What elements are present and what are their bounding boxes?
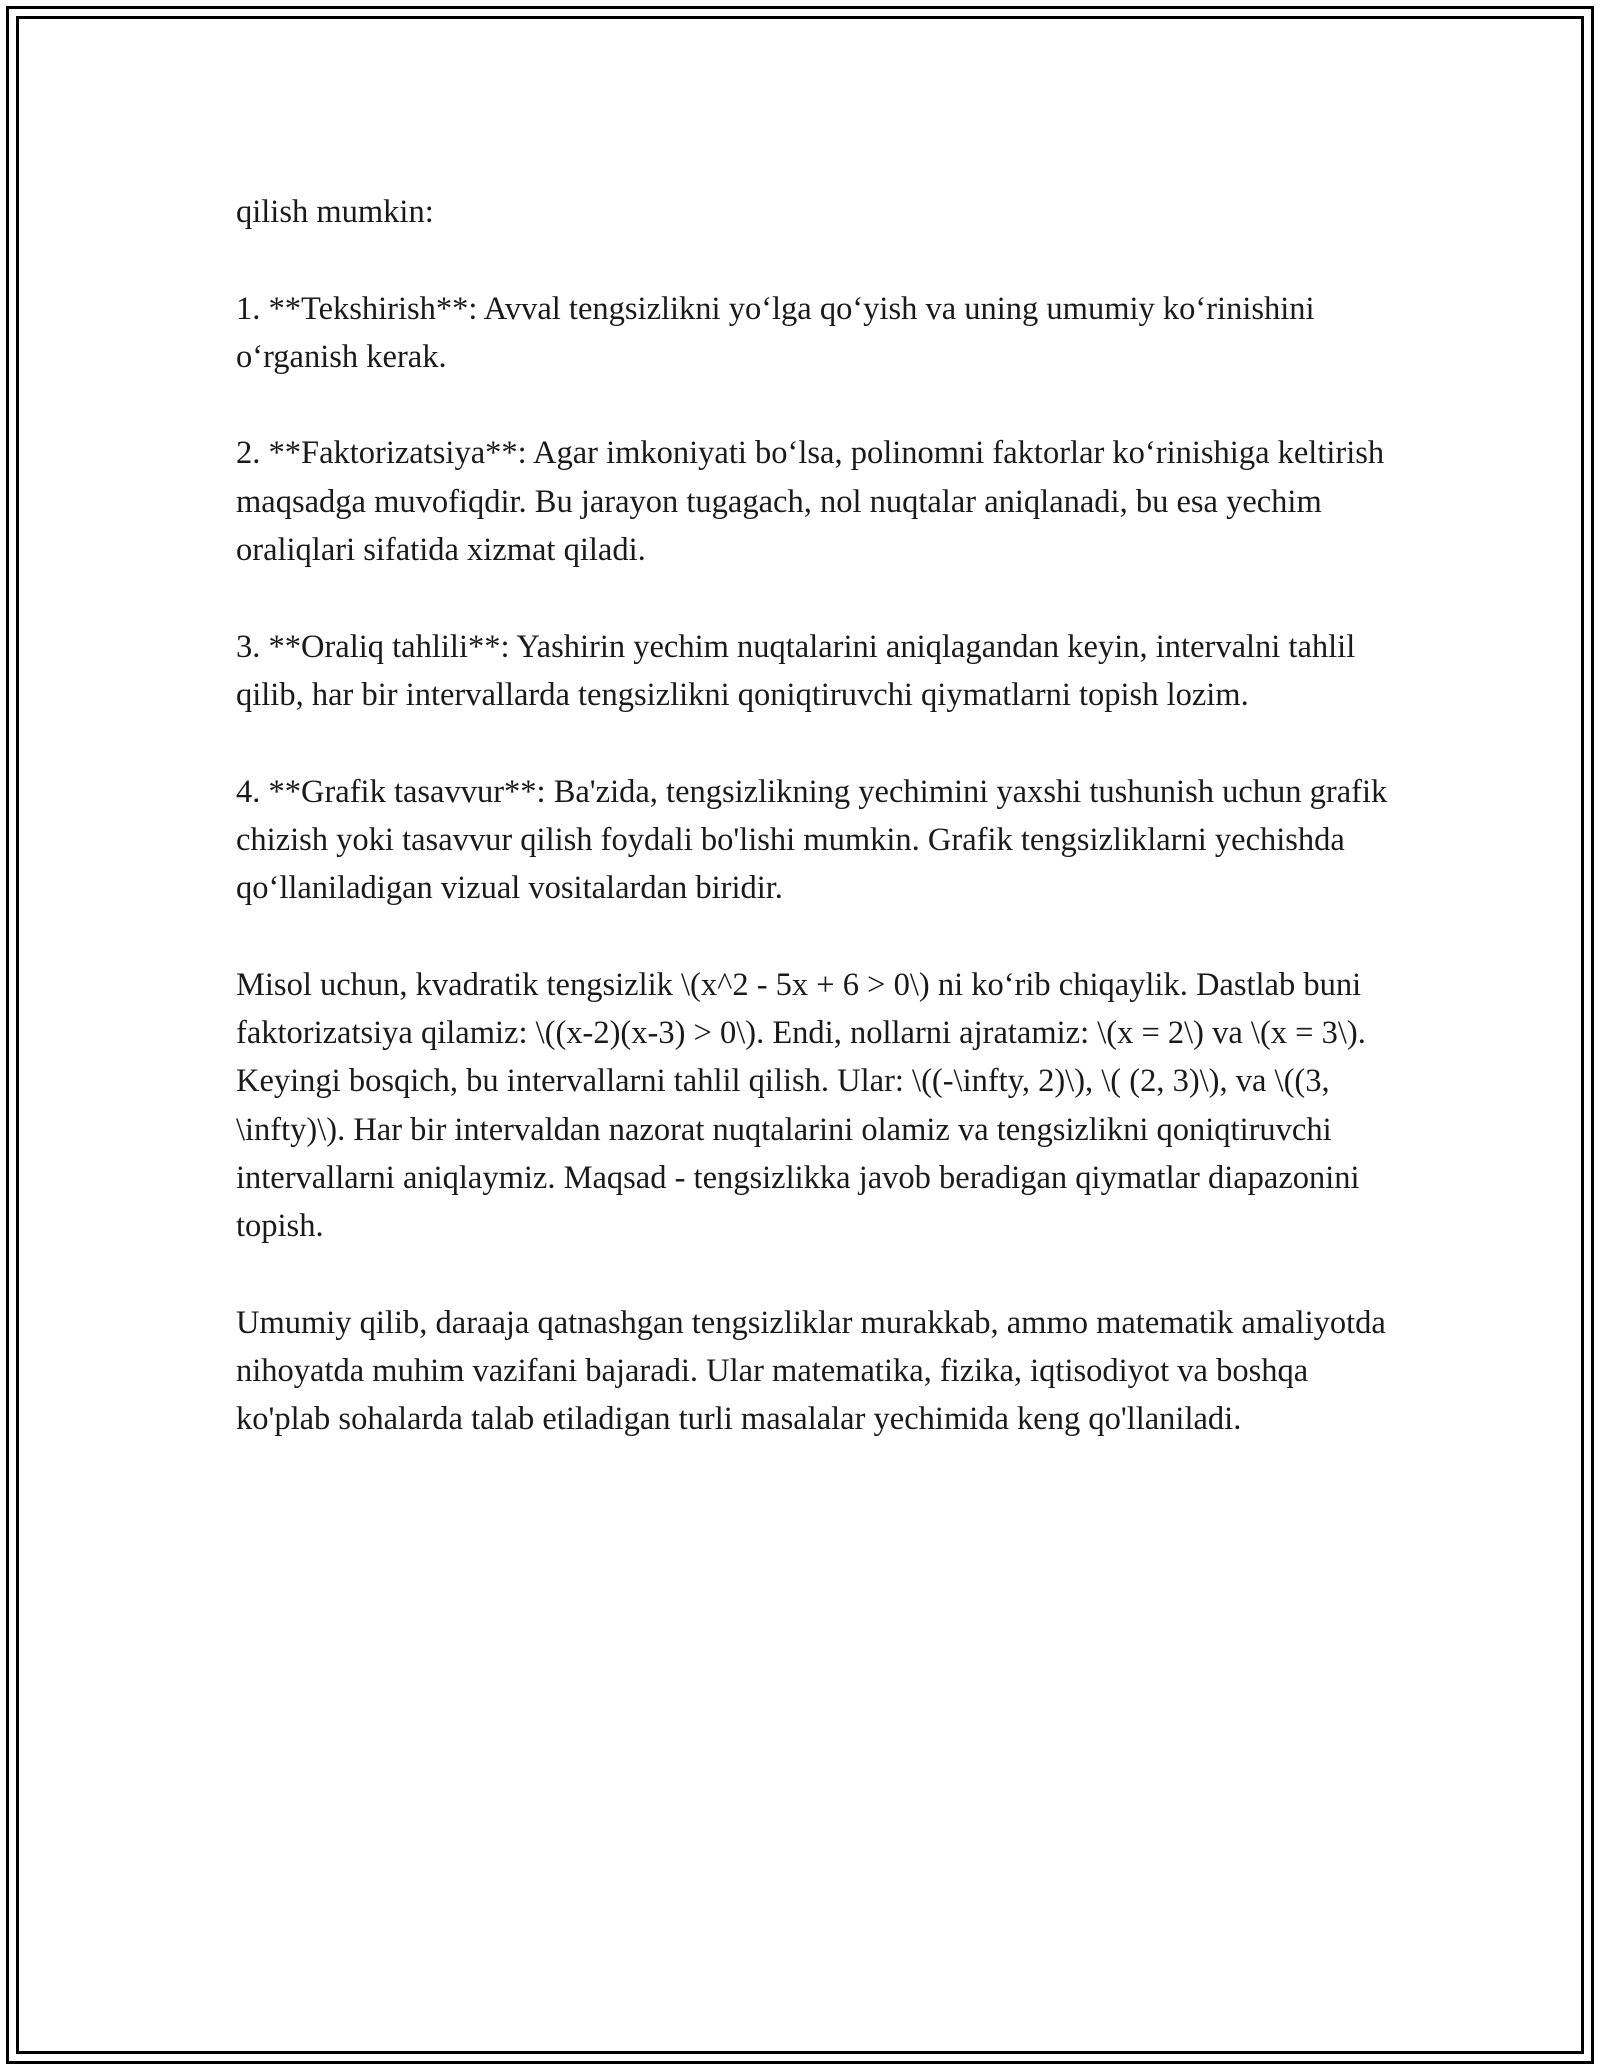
list-item-faktorizatsiya: 2. **Faktorizatsiya**: Agar imkoniyati bo‘lsa, polinomni faktorlar ko‘rinishiga keltirish maqsadga muvofiqdir. Bu jarayon tugagach, nol nuqtalar aniqlanadi, bu esa yechim oraliqlari sifatida xizmat qiladi.	[236, 435, 1385, 569]
list-item-tekshirish: 1. **Tekshirish**: Avval tengsizlikni yo‘lga qo‘yish va uning umumiy ko‘rinishini o‘rganish kerak.	[236, 290, 1315, 375]
document-body	[236, 188, 1396, 1444]
paragraph-example: Misol uchun, kvadratik tengsizlik \(x^2 - 5x + 6 > 0\) ni ko‘rib chiqaylik. Dastlab buni faktorizatsiya qilamiz: \((x-2)(x-3) > 0\). Endi, nollarni ajratamiz: \(x = 2\) va \(x = 3\). Keyingi bosqich, bu intervallarni tahlil qilish. Ular: \((-\infty, 2)\), \( (2, 3)\), va \((3, \infty)\). Har bir intervaldan nazorat nuqtalarini olamiz va tengsizlikni qoniqtiruvchi intervallarni aniqlaymiz. Maqsad - tengsizlikka javob beradigan qiymatlar diapazonini topish.	[236, 966, 1366, 1245]
paragraph-conclusion: Umumiy qilib, daraaja qatnashgan tengsizliklar murakkab, ammo matematik amaliyotda nihoyatda muhim vazifani bajaradi. Ular matematika, fizika, iqtisodiyot va boshqa ko'plab sohalarda talab etiladigan turli masalalar yechimida keng qo'llaniladi.	[236, 1304, 1386, 1438]
list-item-grafik-tasavvur: 4. **Grafik tasavvur**: Ba'zida, tengsizlikning yechimini yaxshi tushunish uchun grafik chizish yoki tasavvur qilish foydali bo'lishi mumkin. Grafik tengsizliklarni yechishda qo‘llaniladigan vizual vositalardan biridir.	[236, 773, 1388, 907]
paragraph-intro: qilish mumkin:	[236, 194, 434, 230]
list-item-oraliq-tahlili: 3. **Oraliq tahlili**: Yashirin yechim nuqtalarini aniqlagandan keyin, intervalni tahlil qilib, har bir intervallarda tengsizlikni qoniqtiruvchi qiymatlarni topish lozim.	[236, 628, 1356, 713]
